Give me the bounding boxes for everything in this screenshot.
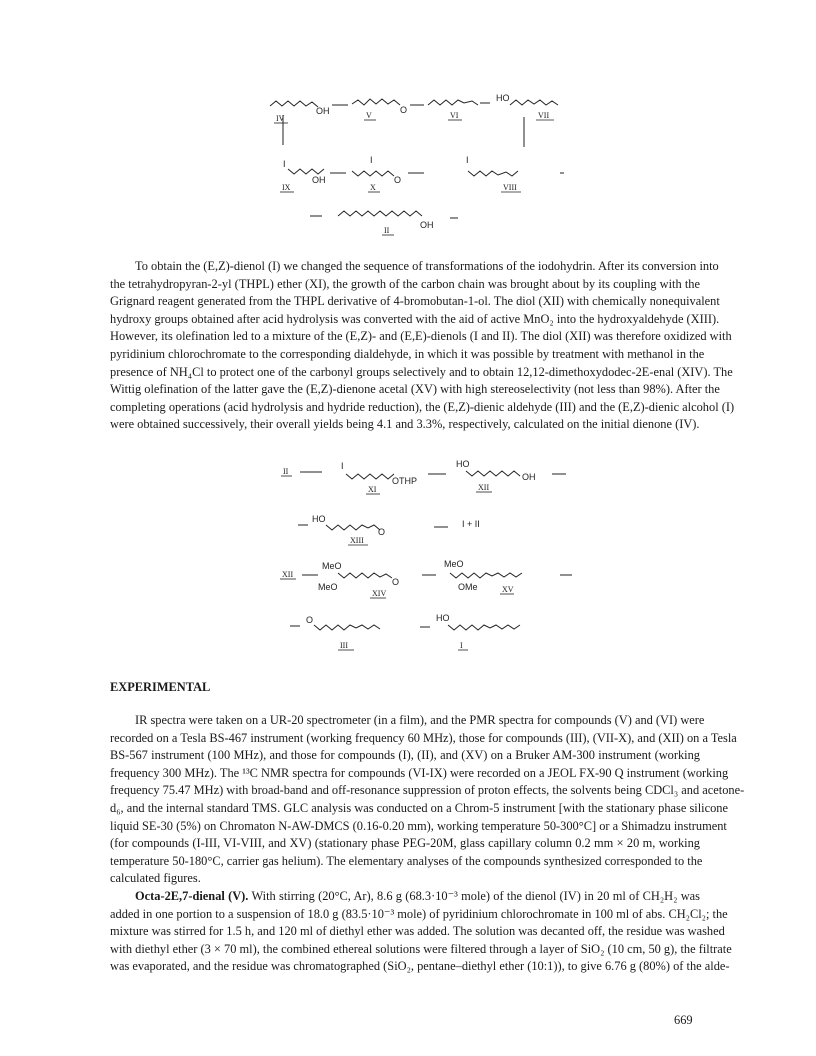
roman-ii-start-label: II bbox=[283, 467, 289, 476]
text-line: hydroxy groups obtained after acid hydrolysis was converted with the aid of active MnO₂ into the hydroxyaldehyde (XIII). bbox=[110, 311, 720, 326]
structure-xi-chain bbox=[346, 474, 394, 479]
structure-iv-oh-label: OH bbox=[316, 106, 330, 116]
structure-v-chain bbox=[352, 99, 400, 105]
text-line bbox=[110, 888, 700, 906]
text-line: frequency 300 MHz). The ¹³C NMR spectra for compounds (VI-IX) were recorded on a JEOL FX-90 Q instrument (working bbox=[110, 765, 729, 780]
text-line: recorded on a Tesla BS-467 instrument (working frequency 60 MHz), those for compounds (III), (VII-X), and (XII) on a Tesla bbox=[110, 730, 737, 745]
text-line: was evaporated, and the residue was chromatographed (SiO₂, pentane–diethyl ether (10:1)), to give 6.76 g (80%) of the alde- bbox=[110, 959, 730, 974]
structure-ix-i-label: I bbox=[283, 159, 286, 169]
reaction-scheme-1 bbox=[0, 85, 816, 245]
text-line: the tetrahydropyran-2-yl (THPL) ether (XI), the growth of the carbon chain was brought about by its coupling with the bbox=[110, 276, 700, 291]
structure-xii-oh-label: OH bbox=[522, 472, 536, 482]
roman-xi-label: XI bbox=[368, 485, 377, 494]
structure-iii-chain bbox=[314, 625, 380, 630]
text-line: added in one portion to a suspension of 18.0 g (83.5·10⁻³ mole) of pyridinium chlorochromate in 100 ml of abs. CH₂Cl₂; the bbox=[110, 906, 728, 921]
structure-iv-chain bbox=[270, 101, 318, 107]
text-line: d₆, and the internal standard TMS. GLC analysis was conducted on a Chrom-5 instrument [with the stationary phase silicone bbox=[110, 800, 728, 815]
roman-i-label: I bbox=[460, 641, 463, 650]
text-line: However, its olefination led to a mixture of the (E,Z)- and (E,E)-dienols (I and II). The diol (XII) was therefore oxidized with bbox=[110, 329, 732, 344]
text-line: (for compounds (I-III, VI-VIII, and XV) (stationary phase PEG-20M, glass capillary column 0.2 mm × 20 m, working bbox=[110, 836, 700, 851]
body-paragraph-2 bbox=[110, 712, 745, 888]
roman-xii-label: XII bbox=[478, 483, 490, 492]
structure-xiii-o-label: O bbox=[378, 527, 386, 537]
roman-vii-label: VII bbox=[538, 111, 550, 120]
body-paragraph-3 bbox=[110, 888, 732, 976]
text-line: with diethyl ether (3 × 70 ml), the combined ethereal solutions were filtered through a layer of SiO₂ (10 cm, 50 g), the filtrate bbox=[110, 941, 732, 956]
structure-i-chain bbox=[448, 625, 520, 630]
text-line: temperature 50-180°C, carrier gas helium). The elementary analyses of the compounds synthesized corresponded to the bbox=[110, 853, 703, 868]
structure-vii-ho-label: HO bbox=[496, 93, 510, 103]
roman-v-label: V bbox=[366, 111, 372, 120]
structure-xv-meo-label: MeO bbox=[444, 559, 464, 569]
body-paragraph-1 bbox=[110, 258, 735, 434]
text-line: frequency 75.47 MHz) with broad-band and off-resonance suppression of proton effects, the solvents being CDCl₃ and acetone- bbox=[110, 783, 745, 798]
text-line: calculated figures. bbox=[110, 871, 201, 886]
structure-x-chain bbox=[352, 171, 394, 176]
text-line: pyridinium chlorochromate to the corresponding dialdehyde, in which it was possible by treatment with methanol in the bbox=[110, 346, 705, 361]
structure-iii-o-label: O bbox=[306, 615, 314, 625]
text-line-rest: With stirring (20°C, Ar), 8.6 g (68.3·10⁻³ mole) of the dienol (IV) in 20 ml of CH₂H₂ was bbox=[248, 889, 700, 903]
roman-xiii-label: XIII bbox=[350, 536, 364, 545]
structure-xiv-chain bbox=[338, 573, 392, 578]
section-heading-experimental: EXPERIMENTAL bbox=[110, 680, 211, 694]
structure-ix-oh-label: OH bbox=[312, 175, 326, 185]
structure-v-o-label: O bbox=[400, 105, 408, 115]
roman-vi-label: VI bbox=[450, 111, 459, 120]
roman-xv-label: XV bbox=[502, 585, 514, 594]
structure-xiv-meo-label: MeO bbox=[322, 561, 342, 571]
structure-ii-chain bbox=[338, 211, 422, 216]
text-line: liquid SE-30 (5%) on Chromaton N-AW-DMCS (0.16-0.20 mm), working temperature 50-300°C] or a Shimadzu instrument bbox=[110, 818, 727, 833]
structure-i-ho-label: HO bbox=[436, 613, 450, 623]
text-line: IR spectra were taken on a UR-20 spectrometer (in a film), and the PMR spectra for compounds (V) and (VI) were bbox=[135, 713, 705, 727]
text-line: To obtain the (E,Z)-dienol (I) we changed the sequence of transformations of the iodohydrin. After its conversion into bbox=[135, 259, 719, 273]
text-line: mixture was stirred for 1.5 h, and 120 ml of diethyl ether was added. The solution was decanted off, the residue was washed bbox=[110, 924, 725, 939]
structure-xv-chain bbox=[450, 573, 522, 578]
compound-title: Octa-2E,7-dienal (V). bbox=[135, 889, 249, 903]
roman-iv-label: IV bbox=[276, 114, 285, 123]
structure-xii-chain bbox=[466, 471, 520, 476]
structure-x-i-label: I bbox=[370, 155, 373, 165]
structure-viii-chain bbox=[468, 171, 518, 176]
structure-vii-chain bbox=[510, 100, 558, 105]
structure-xii-ho-label: HO bbox=[456, 459, 470, 469]
structure-vi-chain bbox=[428, 100, 478, 105]
page-number: 669 bbox=[674, 1013, 693, 1027]
roman-iii-label: III bbox=[340, 641, 348, 650]
structure-ix-chain bbox=[288, 169, 324, 174]
text-line: were obtained successively, their overall yields being 4.1 and 3.3%, respectively, calculated on the initial dienone (IV). bbox=[110, 417, 700, 432]
text-line: Wittig olefination of the latter gave the (E,Z)-dienone acetal (XV) with high stereoselectivity (not less than 98%). After the bbox=[110, 382, 720, 397]
structure-x-o-label: O bbox=[394, 175, 402, 185]
text-line: presence of NH₄Cl to protect one of the carbonyl groups selectively and to obtain 12,12-dimethoxydodec-2E-enal (XIV). The bbox=[110, 364, 733, 379]
reaction-scheme-2 bbox=[0, 455, 816, 655]
structure-xiii-ho-label: HO bbox=[312, 514, 326, 524]
roman-ii-label: II bbox=[384, 226, 390, 235]
mixture-label: I + II bbox=[462, 519, 480, 529]
text-line: completing operations (acid hydrolysis and hydride reduction), the (E,Z)-dienic aldehyde (III) and the (E,Z)-dienic alcohol (I) bbox=[110, 399, 735, 414]
text-line: BS-567 instrument (100 MHz), and those for compounds (I), (II), and (XV) on a Bruker AM-300 instrument (working bbox=[110, 748, 700, 763]
structure-ii-oh-label: OH bbox=[420, 220, 434, 230]
structure-xi-othp-label: OTHP bbox=[392, 476, 418, 486]
roman-viii-label: VIII bbox=[503, 183, 517, 192]
text-line: Grignard reagent generated from the THPL derivative of 4-bromobutan-1-ol. The diol (XII) with chemically nonequivalent bbox=[110, 294, 720, 309]
structure-viii-i-label: I bbox=[466, 155, 469, 165]
roman-ix-label: IX bbox=[282, 183, 291, 192]
roman-xiv-label: XIV bbox=[372, 589, 387, 598]
structure-xi-i-label: I bbox=[341, 461, 344, 471]
roman-xii-row3-label: XII bbox=[282, 570, 294, 579]
structure-xiv-o-label: O bbox=[392, 577, 400, 587]
structure-xv-ome-label: OMe bbox=[458, 582, 478, 592]
structure-xiii-chain bbox=[326, 525, 380, 530]
structure-xiv-meo2-label: MeO bbox=[318, 582, 338, 592]
roman-x-label: X bbox=[370, 183, 376, 192]
